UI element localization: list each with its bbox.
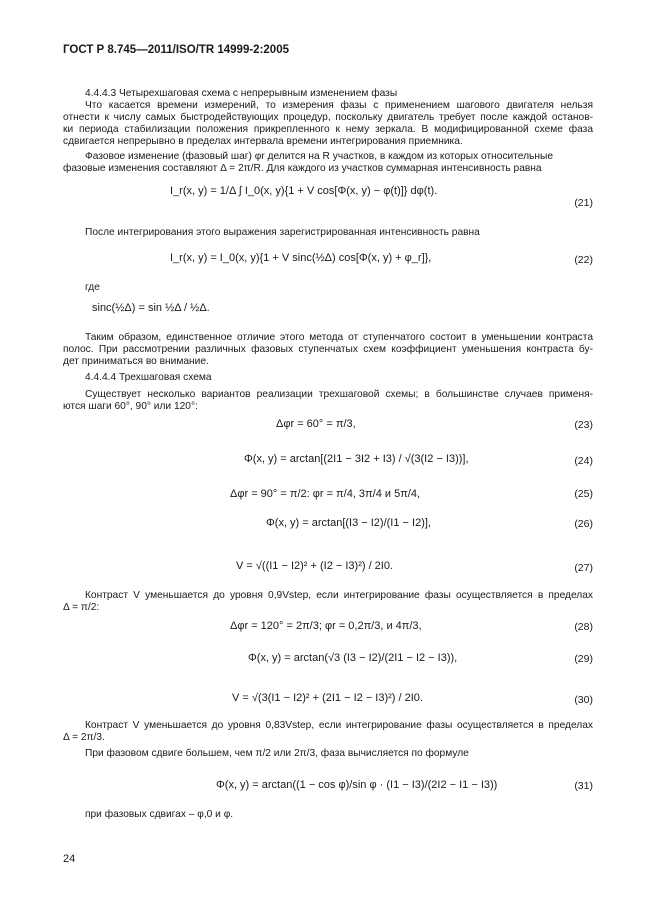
section-title-4444: 4.4.4.4 Трехшаговая схема (85, 372, 212, 383)
paragraph-line: После интегрирования этого выражения зарегистрированная интенсивность равна (85, 227, 480, 238)
equation-30 (232, 692, 423, 704)
paragraph-line: где (85, 282, 100, 293)
paragraph-line: При фазовом сдвиге большем, чем π/2 или 2π/3, фаза вычисляется по формуле (85, 748, 469, 759)
equation-number: (24) (574, 455, 593, 467)
equation-24 (244, 453, 469, 465)
equation-text: Φ(x, y) = arctan(√3 (I3 − I2)/(2I1 − I2 − I3)), (248, 652, 458, 664)
paragraph-line: отнести к числу самых быстродействующих процедур, поскольку двигатель требует после каждой останов- (63, 112, 593, 123)
equation-number: (28) (574, 621, 593, 633)
paragraph-line: Контраст V уменьшается до уровня 0,83Vstep, если интегрирование фазы осуществляется в пределах (85, 720, 593, 731)
equation-text: Δφr = 120° = 2π/3; φr = 0,2π/3, и 4π/3, (230, 620, 422, 632)
equation-27 (236, 560, 393, 572)
paragraph-line: фазовые изменения составляют Δ = 2π/R. Для каждого из участков суммарная интенсивность равна (63, 163, 542, 174)
paragraph-line: Δ = π/2: (63, 602, 100, 613)
equation-text: V = √(3(I1 − I2)² + (2I1 − I2 − I3)²) / 2I0. (232, 692, 423, 704)
equation-25 (230, 488, 420, 500)
paragraph-line: полос. При рассмотрении различных фазовых ступенчатых схем коэффициент уменьшения контраста бу- (63, 344, 593, 355)
equation-number: (21) (574, 197, 593, 209)
equation-26 (266, 517, 431, 529)
equation-number: (30) (574, 694, 593, 706)
paragraph-line: Δ = 2π/3. (63, 732, 105, 743)
equation-text: Δφr = 60° = π/3, (276, 418, 356, 430)
paragraph-line: сдвигается непрерывно в пределах интервала времени интегрирования приемника. (63, 136, 463, 147)
equation-text: sinc(½Δ) = sin ½Δ / ½Δ. (92, 302, 210, 314)
equation-21 (170, 185, 437, 197)
equation-number: (29) (574, 653, 593, 665)
equation-22 (170, 252, 431, 264)
paragraph-line: Что касается времени измерений, то измерения фазы с применением шагового двигателя нельзя (85, 100, 593, 111)
equation-28 (230, 620, 422, 632)
equation-text: Δφr = 90° = π/2: φr = π/4, 3π/4 и 5π/4, (230, 488, 421, 500)
equation-text: V = √((I1 − I2)² + (I2 − I3)²) / 2I0. (236, 560, 394, 572)
equation-text: I_r(x, y) = 1/Δ ∫ I_0(x, y){1 + V cos[Φ(x, y) − φ(t)]} dφ(t). (170, 185, 438, 197)
equation-text: Φ(x, y) = arctan[(2I1 − 3I2 + I3) / √(3(I2 − I3))], (244, 453, 469, 465)
paragraph-line: Существует несколько вариантов реализации трехшаговой схемы; в большинстве случаев применя- (85, 389, 593, 400)
equation-number: (31) (574, 780, 593, 792)
paragraph-line: ются шаги 60°, 90° или 120°: (63, 401, 198, 412)
section-title-4443: 4.4.4.3 Четырехшаговая схема с непрерывным изменением фазы (85, 88, 398, 99)
equation-number: (23) (574, 419, 593, 431)
paragraph-line: Таким образом, единственное отличие этого метода от ступенчатого состоит в уменьшении контраста (85, 332, 593, 343)
equation-number: (22) (574, 254, 593, 266)
equation-sinc (92, 302, 210, 314)
equation-29 (248, 652, 457, 664)
page-number: 24 (63, 853, 76, 865)
equation-number: (25) (574, 488, 593, 500)
document-header: ГОСТ Р 8.745—2011/ISO/TR 14999-2:2005 (63, 44, 289, 56)
paragraph-line: при фазовых сдвигах – φ,0 и φ. (85, 809, 234, 820)
paragraph-line: дет приниматься во внимание. (63, 356, 209, 367)
equation-31 (216, 779, 497, 791)
paragraph-line: Контраст V уменьшается до уровня 0,9Vstep, если интегрирование фазы осуществляется в пределах (85, 590, 593, 601)
equation-text: I_r(x, y) = I_0(x, y){1 + V sinc(½Δ) cos[Φ(x, y) + φ_r]}, (170, 252, 432, 264)
equation-text: Φ(x, y) = arctan((1 − cos φ)/sin φ · (I1 − I3)/(2I2 − I1 − I3)) (216, 779, 498, 791)
equation-number: (27) (574, 562, 593, 574)
equation-text: Φ(x, y) = arctan[(I3 − I2)/(I1 − I2)], (266, 517, 431, 529)
paragraph-line: ки периода стабилизации положения прикрепленного к нему зеркала. В модифицированной схеме фаза (63, 124, 593, 135)
paragraph-line: Фазовое изменение (фазовый шаг) φr делится на R участков, в каждом из которых относительные (85, 151, 553, 162)
equation-23 (276, 418, 356, 430)
equation-number: (26) (574, 518, 593, 530)
